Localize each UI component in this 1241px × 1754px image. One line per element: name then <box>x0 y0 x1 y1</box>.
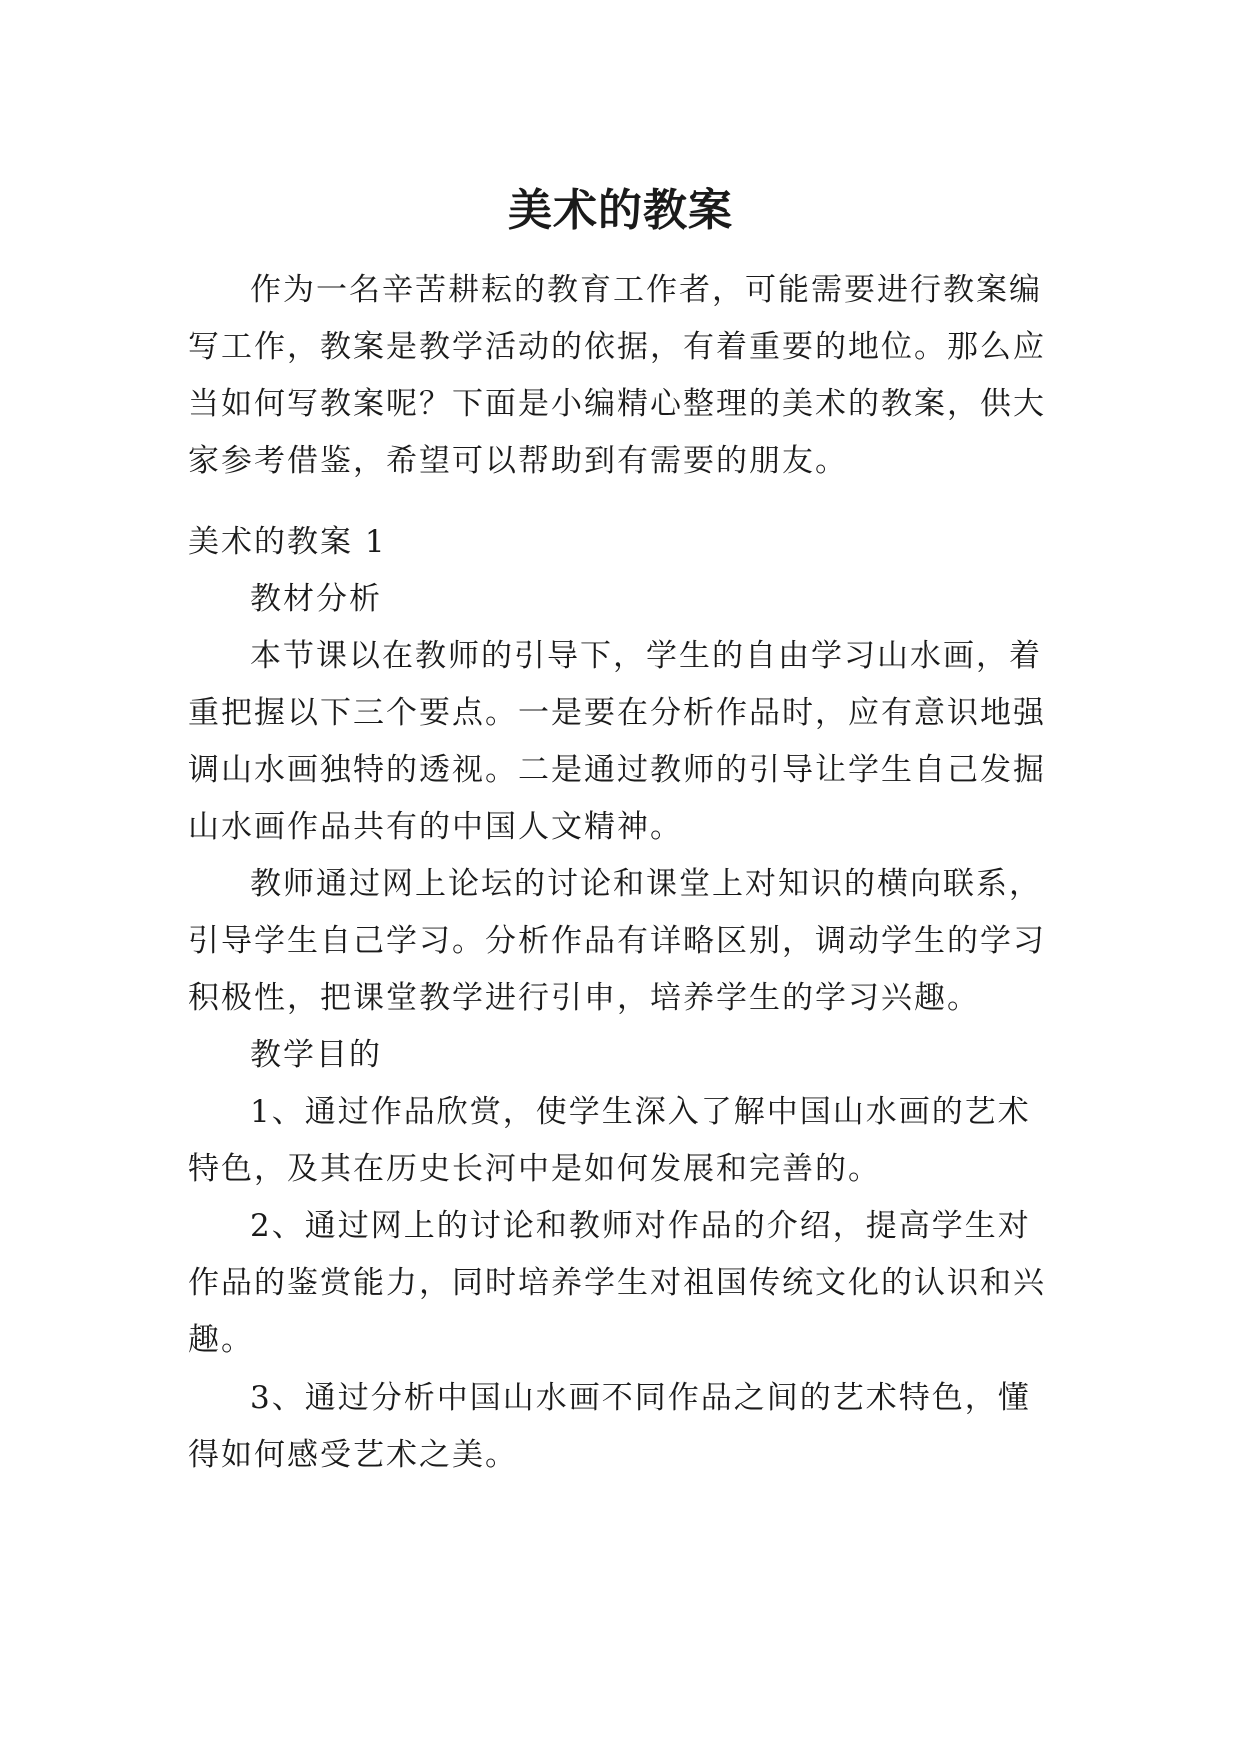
material-paragraph-1: 本节课以在教师的引导下，学生的自由学习山水画，着重把握以下三个要点。一是要在分析作品时，应有意识地强调山水画独特的透视。二是通过教师的引导让学生自己发掘山水画作品共有的中国人文精神。 <box>188 638 1046 845</box>
goal-item-1: 1、通过作品欣赏，使学生深入了解中国山水画的艺术特色，及其在历史长河中是如何发展和完善的。 <box>188 1094 1031 1187</box>
subheading-teaching-goals: 教学目的 <box>250 1037 382 1073</box>
subheading-material-analysis: 教材分析 <box>250 581 382 617</box>
section-heading: 美术的教案 1 <box>188 524 387 560</box>
material-paragraph-2: 教师通过网上论坛的讨论和课堂上对知识的横向联系，引导学生自己学习。分析作品有详略区别，调动学生的学习积极性，把课堂教学进行引申，培养学生的学习兴趣。 <box>188 866 1046 1016</box>
document-title: 美术的教案 <box>508 185 733 237</box>
intro-paragraph: 作为一名辛苦耕耘的教育工作者，可能需要进行教案编写工作，教案是教学活动的依据，有着重要的地位。那么应当如何写教案呢？下面是小编精心整理的美术的教案，供大家参考借鉴，希望可以帮助到有需要的朋友。 <box>188 272 1046 479</box>
goal-item-3: 3、通过分析中国山水画不同作品之间的艺术特色，懂得如何感受艺术之美。 <box>188 1380 1031 1473</box>
goal-item-2: 2、通过网上的讨论和教师对作品的介绍，提高学生对作品的鉴赏能力，同时培养学生对祖国传统文化的认识和兴趣。 <box>188 1208 1046 1358</box>
